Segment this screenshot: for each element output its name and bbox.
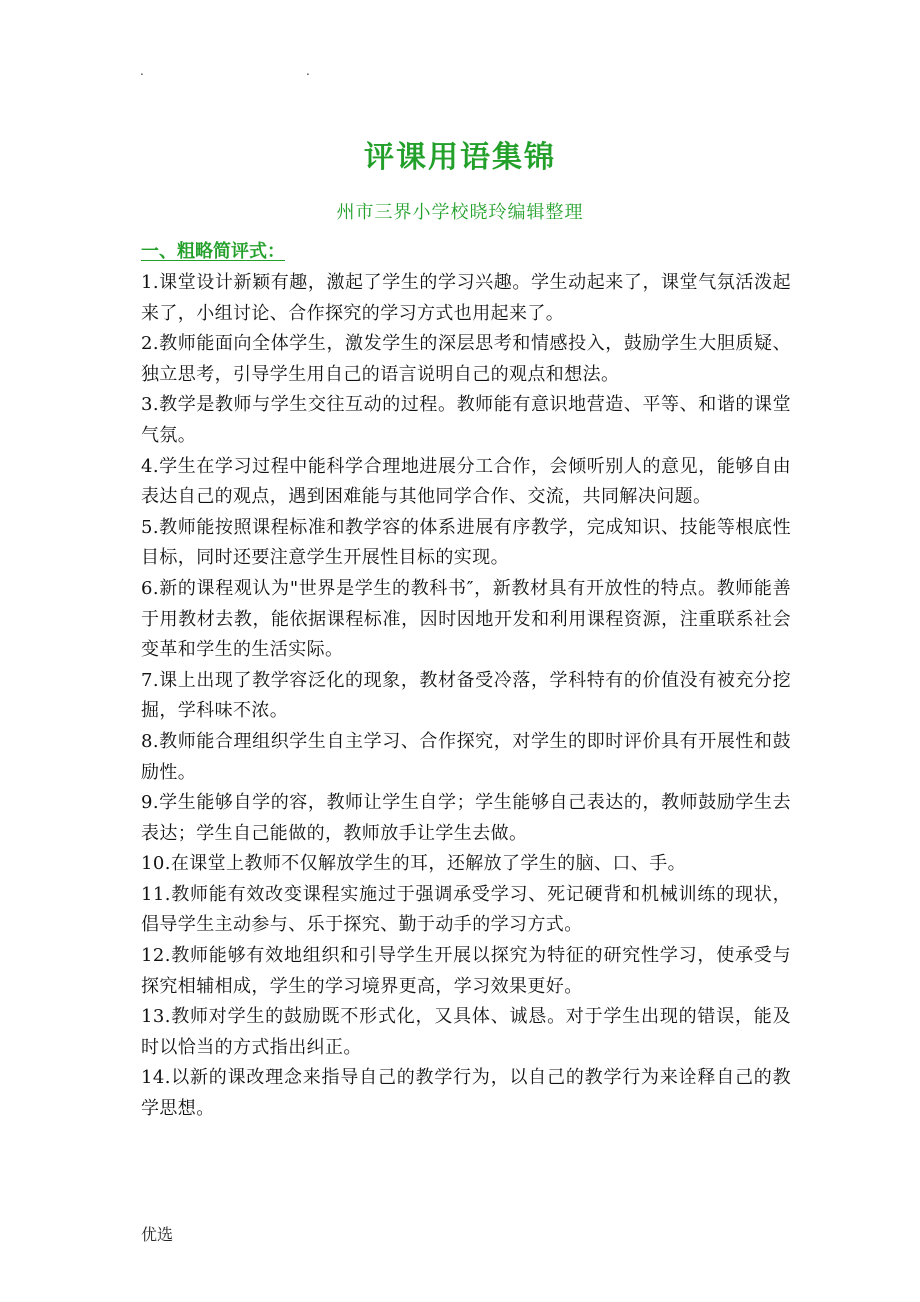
list-item: 13.教师对学生的鼓励既不形式化，又具体、诚恳。对于学生出现的错误，能及时以恰当的方式指出纠正。 xyxy=(141,1006,791,1058)
list-item: 5.教师能按照课程标准和教学容的体系进展有序教学，完成知识、技能等根底性目标，同时还要注意学生开展性目标的实现。 xyxy=(141,516,791,569)
section-heading: 一、粗略简评式： xyxy=(141,241,285,262)
page-header-marks xyxy=(140,64,320,78)
list-item: 8.教师能合理组织学生自主学习、合作探究，对学生的即时评价具有开展性和鼓励性。 xyxy=(141,730,791,783)
list-item: 9.学生能够自学的容，教师让学生自学；学生能够自己表达的，教师鼓励学生去表达；学生自己能做的，教师放手让学生去做。 xyxy=(141,792,791,844)
list-item: 10.在课堂上教师不仅解放学生的耳，还解放了学生的脑、口、手。 xyxy=(141,853,687,875)
comment-list xyxy=(141,268,791,1125)
list-item: 12.教师能够有效地组织和引导学生开展以探究为特征的研究性学习，使承受与探究相辅相成，学生的学习境界更高，学习效果更好。 xyxy=(141,945,791,997)
list-item: 6.新的课程观认为"世界是学生的教科书″，新教材具有开放性的特点。教师能善于用教材去教，能依据课程标准，因时因地开发和利用课程资源，注重联系社会变革和学生的生活实际。 xyxy=(141,577,791,661)
list-item: 11.教师能有效改变课程实施过于强调承受学习、死记硬背和机械训练的现状，倡导学生主动参与、乐于探究、勤于动手的学习方式。 xyxy=(141,883,791,936)
page-footer-label: 优选 xyxy=(141,1225,174,1244)
document-title: 评课用语集锦 xyxy=(364,140,556,175)
header-dot-left: . xyxy=(140,64,144,78)
document-subtitle: 州市三界小学校晓玲编辑整理 xyxy=(336,202,584,223)
list-item: 3.教学是教师与学生交往互动的过程。教师能有意识地营造、平等、和谐的课堂气氛。 xyxy=(141,394,791,446)
header-dot-right: . xyxy=(306,64,310,78)
list-item: 1.课堂设计新颖有趣，激起了学生的学习兴趣。学生动起来了，课堂气氛活泼起来了，小组讨论、合作探究的学习方式也用起来了。 xyxy=(141,272,791,324)
list-item: 14.以新的课改理念来指导自己的教学行为，以自己的教学行为来诠释自己的教学思想。 xyxy=(141,1067,791,1120)
list-item: 7.课上出现了教学容泛化的现象，教材备受冷落，学科特有的价值没有被充分挖掘，学科味不浓。 xyxy=(141,669,791,722)
list-item: 2.教师能面向全体学生，激发学生的深层思考和情感投入，鼓励学生大胆质疑、独立思考，引导学生用自己的语言说明自己的观点和想法。 xyxy=(141,333,791,385)
list-item: 4.学生在学习过程中能科学合理地进展分工合作，会倾听别人的意见，能够自由表达自己的观点，遇到困难能与其他同学合作、交流，共同解决问题。 xyxy=(141,455,791,508)
